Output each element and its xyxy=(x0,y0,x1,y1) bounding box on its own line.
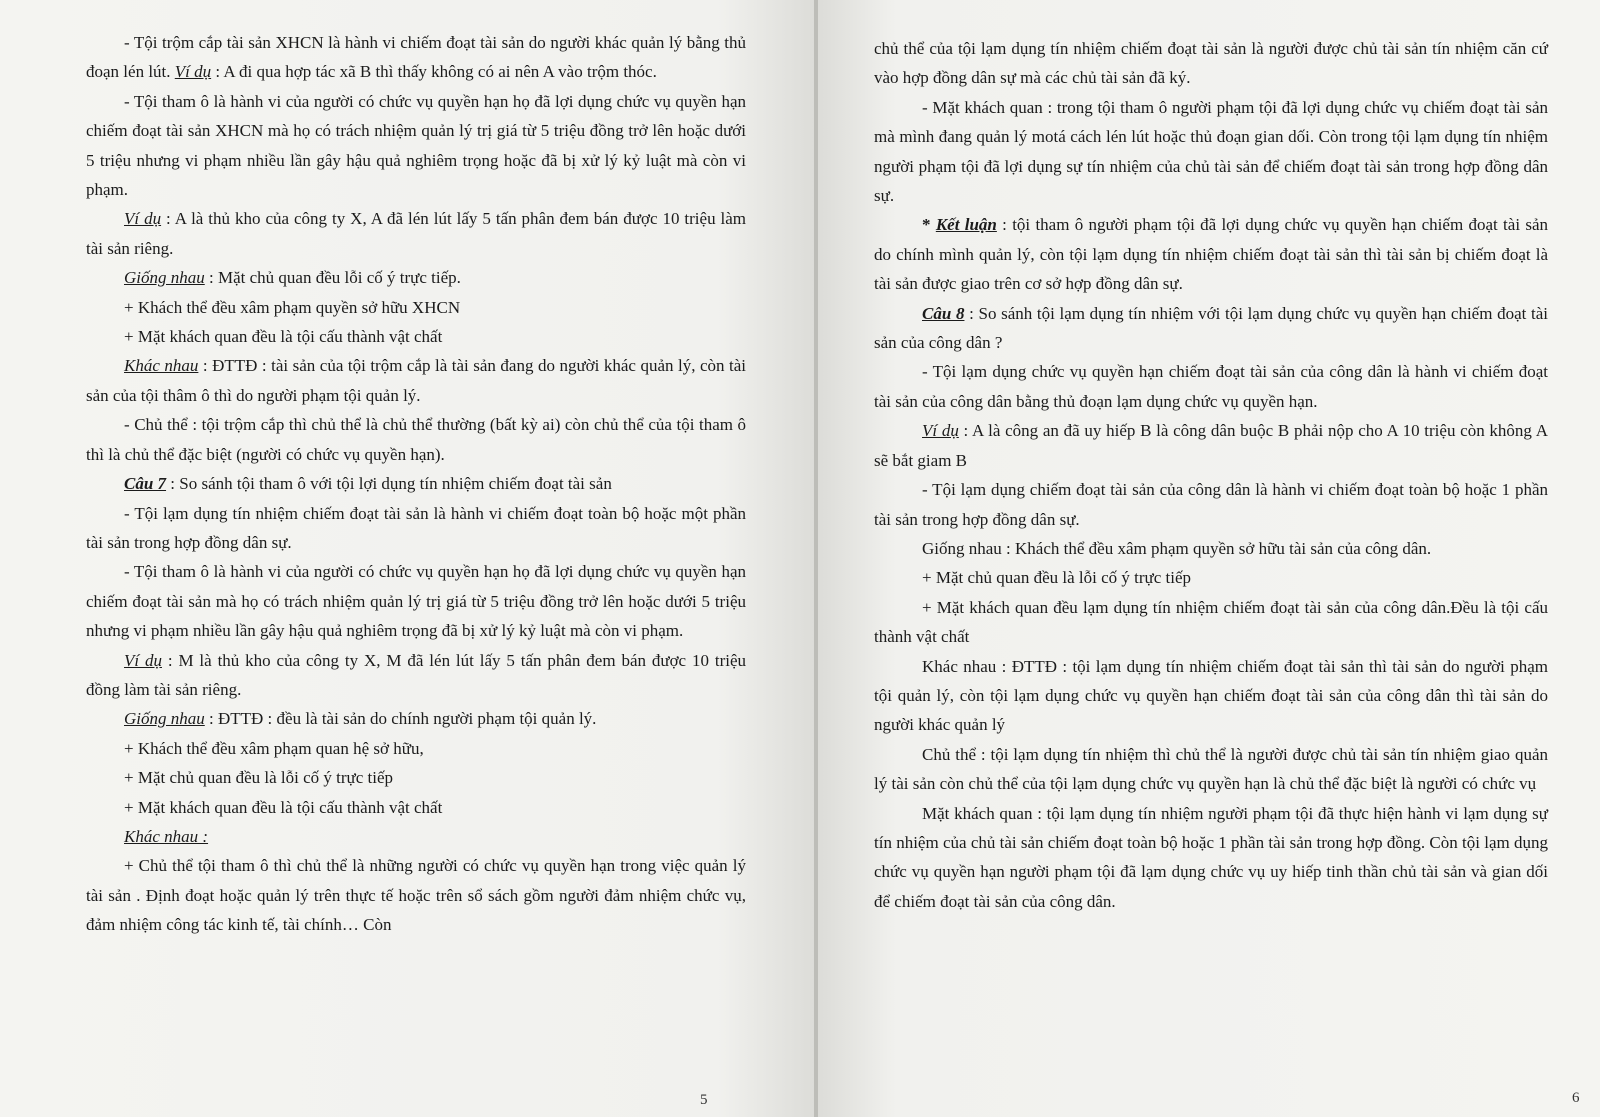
similarity-label: Giống nhau xyxy=(124,709,205,729)
example-label: Ví dụ xyxy=(124,209,162,229)
paragraph xyxy=(86,822,746,851)
paragraph: * Kết luận : tội tham ô người phạm tội đã lợi dụng chức vụ quyền hạn chiếm đoạt tài sản do chính mình quản lý, còn tội lạm dụng tín nhiệm chiếm đoạt tài sản thì tài sản bị chiếm đoạt là tài sản được giao trên cơ sở hợp đồng dân sự. xyxy=(874,215,1549,294)
difference-label: Khác nhau xyxy=(124,356,199,376)
right-page xyxy=(818,0,1600,1117)
left-page-text xyxy=(86,28,746,940)
paragraph: Câu 8 : So sánh tội lạm dụng tín nhiệm với tội lạm dụng chức vụ quyền hạn chiếm đoạt tài sản của công dân ? xyxy=(874,303,1549,353)
paragraph: + Mặt khách quan đều lạm dụng tín nhiệm chiếm đoạt tài sản của công dân.Đều là tội cấu thành vật chất xyxy=(874,597,1548,647)
paragraph: Ví dụ : M là thủ kho của công ty X, M đã lén lút lấy 5 tấn phân đem bán được 10 triệu đồng làm tài sản riêng. xyxy=(86,650,746,699)
paragraph: - Tội lạm dụng chiếm đoạt tài sản của công dân là hành vi chiếm đoạt toàn bộ hoặc 1 phần tài sản trong hợp đồng dân sự. xyxy=(874,480,1548,529)
paragraph: - Tội lạm dụng tín nhiệm chiếm đoạt tài sản là hành vi chiếm đoạt toàn bộ hoặc một phần tài sản trong hợp đồng dân sự. xyxy=(86,503,746,552)
example-label: Ví dụ xyxy=(174,62,212,82)
example-label: Ví dụ xyxy=(922,421,959,441)
paragraph: + Khách thể đều xâm phạm quan hệ sở hữu, xyxy=(124,738,424,758)
difference-label: Khác nhau : xyxy=(124,826,209,846)
page-number: 6 xyxy=(1572,1090,1580,1106)
example-label: Ví dụ xyxy=(124,650,162,670)
paragraph: - Tội lạm dụng chức vụ quyền hạn chiếm đoạt tài sản của công dân là hành vi chiếm đoạt tài sản của công dân bằng thủ đoạn lạm dụng chức vụ quyền hạn. xyxy=(874,362,1548,411)
paragraph: - Tội trộm cắp tài sản XHCN là hành vi chiếm đoạt tài sản do người khác quản lý bằng thủ đoạn lén lút. Ví dụ : A đi qua hợp tác xã B thì thấy không có ai nên A vào trộm thóc. xyxy=(86,33,746,82)
paragraph: + Chủ thể tội tham ô thì chủ thể là những người có chức vụ quyền hạn trong việc quản lý tài sản . Định đoạt hoặc quản lý trên thực tế hoặc trên sổ sách gồm người đảm nhiệm chức vụ, đảm nhiệm công tác kinh tế, tài chính… Còn xyxy=(86,856,746,935)
paragraph: + Mặt chủ quan đều là lỗi cố ý trực tiếp xyxy=(124,768,394,788)
paragraph: Giống nhau : ĐTTĐ : đều là tài sản do chính người phạm tội quản lý. xyxy=(124,709,597,729)
paragraph: Ví dụ : A là thủ kho của công ty X, A đã lén lút lấy 5 tấn phân đem bán được 10 triệu làm tài sản riêng. xyxy=(86,209,747,258)
paragraph: + Mặt chủ quan đều là lỗi cố ý trực tiếp xyxy=(922,568,1192,588)
paragraph: - Chủ thể : tội trộm cắp thì chủ thể là chủ thể thường (bất kỳ ai) còn chủ thể của tội tham ô thì là chủ thể đặc biệt (người có chức vụ quyền hạn). xyxy=(86,415,746,464)
star-marker: * xyxy=(922,215,931,235)
paragraph: Giống nhau : Khách thể đều xâm phạm quyền sở hữu tài sản của công dân. xyxy=(922,538,1432,558)
paragraph: - Tội tham ô là hành vi của người có chức vụ quyền hạn họ đã lợi dụng chức vụ quyền hạn chiếm đoạt tài sản mà họ có trách nhiệm quản lý trị giá từ 5 triệu đồng trở lên hoặc dưới 5 triệu nhưng vi phạm nhiều lần gây hậu quả nghiêm trọng đã bị xử lý kỷ luật mà còn vi phạm. xyxy=(86,562,746,641)
paragraph: - Mặt khách quan : trong tội tham ô người phạm tội đã lợi dụng chức vụ chiếm đoạt tài sản mà mình đang quản lý motá cách lén lút hoặc thủ đoạn gian dối. Còn trong tội lạm dụng tín nhiệm người phạm tội đã lợi dụng sự tín nhiệm của chủ tài sản để chiếm đoạt tài sản trong hợp đồng dân sự. xyxy=(874,97,1548,206)
paragraph: Câu 7 : So sánh tội tham ô với tội lợi dụng tín nhiệm chiếm đoạt tài sản xyxy=(124,474,612,494)
question-label: Câu 7 xyxy=(124,474,167,494)
paragraph: Khác nhau : ĐTTĐ : tội lạm dụng tín nhiệm chiếm đoạt tài sản thì tài sản do người phạm tội quản lý, còn tội lạm dụng chức vụ quyền hạn chiếm đoạt tài sản của công dân thì tài sản do người khác quản lý xyxy=(874,656,1548,735)
paragraph: + Mặt khách quan đều là tội cấu thành vật chất xyxy=(124,327,443,347)
paragraph: chủ thể của tội lạm dụng tín nhiệm chiếm đoạt tài sản là người được chủ tài sản tín nhiệm căn cứ vào hợp đồng dân sự mà các chủ tài sản đã ký. xyxy=(874,39,1548,88)
paragraph: Chủ thể : tội lạm dụng tín nhiệm thì chủ thể là người được chủ tài sản tín nhiệm giao quản lý tài sản còn chủ thể của tội lạm dụng chức vụ quyền hạn là chủ thể đặc biệt là người có chức vụ xyxy=(874,744,1548,794)
paragraph: + Mặt khách quan đều là tội cấu thành vật chất xyxy=(124,797,443,817)
right-page-text xyxy=(874,34,1548,916)
page-number: 5 xyxy=(700,1092,708,1108)
similarity-label: Giống nhau xyxy=(124,268,205,288)
paragraph: - Tội tham ô là hành vi của người có chức vụ quyền hạn họ đã lợi dụng chức vụ quyền hạn chiếm đoạt tài sản XHCN mà họ có trách nhiệm quản lý trị giá từ 5 triệu đồng trở lên hoặc dưới 5 triệu nhưng vi phạm nhiều lần gây hậu quả nghiêm trọng hoặc đã bị xử lý kỷ luật mà còn vi phạm. xyxy=(86,91,746,200)
paragraph: + Khách thể đều xâm phạm quyền sở hữu XHCN xyxy=(124,297,461,317)
conclusion-label: Kết luận xyxy=(935,215,997,235)
paragraph: Khác nhau : ĐTTĐ : tài sản của tội trộm cắp là tài sản đang do người khác quản lý, còn tài sản của tội thâm ô thì do người phạm tội quản lý. xyxy=(86,356,747,405)
paragraph: Mặt khách quan : tội lạm dụng tín nhiệm người phạm tội đã thực hiện hành vi lạm dụng sự tín nhiệm của chủ tài sản chiếm đoạt toàn bộ hoặc 1 phần tài sản trong hợp đồng. Còn tội lạm dụng chức vụ quyền hạn người phạm tội đã lạm dụng chức vụ uy hiếp tinh thần chủ tài sản và gian dối để chiếm đoạt tài sản của công dân. xyxy=(874,803,1548,911)
paragraph: Giống nhau : Mặt chủ quan đều lỗi cố ý trực tiếp. xyxy=(124,268,461,288)
question-label: Câu 8 xyxy=(922,303,965,323)
paragraph: Ví dụ : A là công an đã uy hiếp B là công dân buộc B phải nộp cho A 10 triệu còn không A sẽ bắt giam B xyxy=(874,421,1548,470)
